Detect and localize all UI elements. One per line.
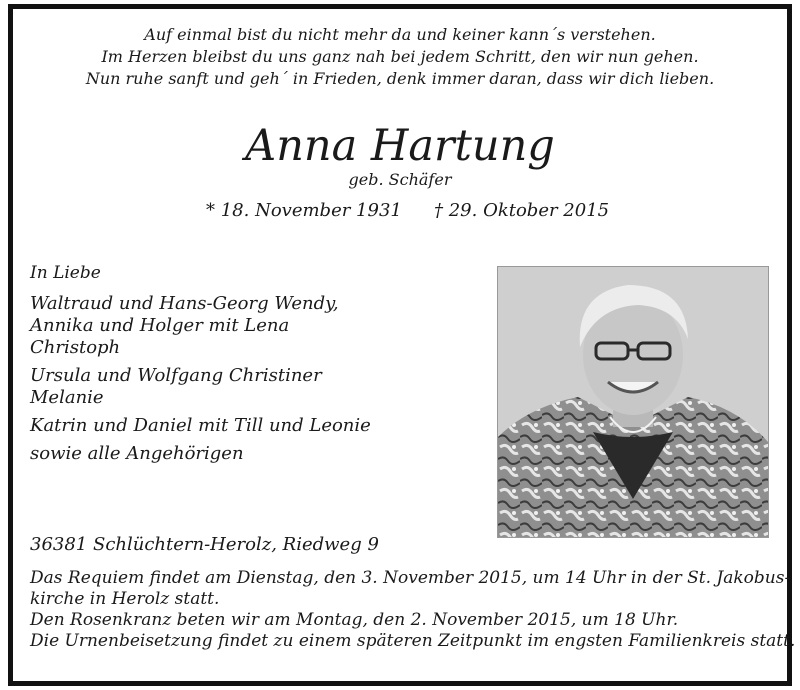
portrait-illustration <box>498 267 768 537</box>
mourner-line: sowie alle Angehörigen <box>30 443 244 464</box>
mourner-group <box>30 293 371 359</box>
notes-line: Das Requiem findet am Dienstag, den 3. November 2015, um 14 Uhr in der St. Jakobus- <box>30 568 791 588</box>
mourner-line: Waltraud und Hans-Georg Wendy, <box>30 293 339 314</box>
notes-line: Die Urnenbeisetzung findet zu einem späteren Zeitpunkt im engsten Familienkreis statt. <box>30 631 796 651</box>
death-date: † 29. Oktober 2015 <box>434 200 610 221</box>
poem-line-1: Auf einmal bist du nicht mehr da und keiner kann´s verstehen. <box>144 25 656 44</box>
notes-line: kirche in Herolz statt. <box>30 589 220 609</box>
birth-name: geb. Schäfer <box>348 170 452 189</box>
mourner-group <box>30 415 371 437</box>
mourners-intro: In Liebe <box>30 263 101 283</box>
poem-line-3: Nun ruhe sanft und geh´ in Frieden, denk immer daran, dass wir dich lieben. <box>85 69 715 88</box>
mourner-line: Christoph <box>30 337 121 358</box>
mourner-group <box>30 443 371 465</box>
memorial-poem <box>0 24 800 90</box>
poem-line-2: Im Herzen bleibst du uns ganz nah bei jedem Schritt, den wir nun gehen. <box>101 47 699 66</box>
family-address: 36381 Schlüchtern-Herolz, Riedweg 9 <box>30 534 379 555</box>
service-notes <box>30 568 795 652</box>
mourners-list <box>30 262 371 471</box>
portrait-photo <box>497 266 769 538</box>
mourner-line: Annika und Holger mit Lena <box>30 315 290 336</box>
deceased-name: Anna Hartung <box>245 121 555 171</box>
mourner-line: Katrin und Daniel mit Till und Leonie <box>30 415 371 436</box>
mourner-group <box>30 365 371 409</box>
mourner-line: Melanie <box>30 387 104 408</box>
notes-line: Den Rosenkranz beten wir am Montag, den 2. November 2015, um 18 Uhr. <box>30 610 679 630</box>
birth-date: * 18. November 1931 <box>206 200 402 221</box>
mourner-line: Ursula und Wolfgang Christiner <box>30 365 322 386</box>
